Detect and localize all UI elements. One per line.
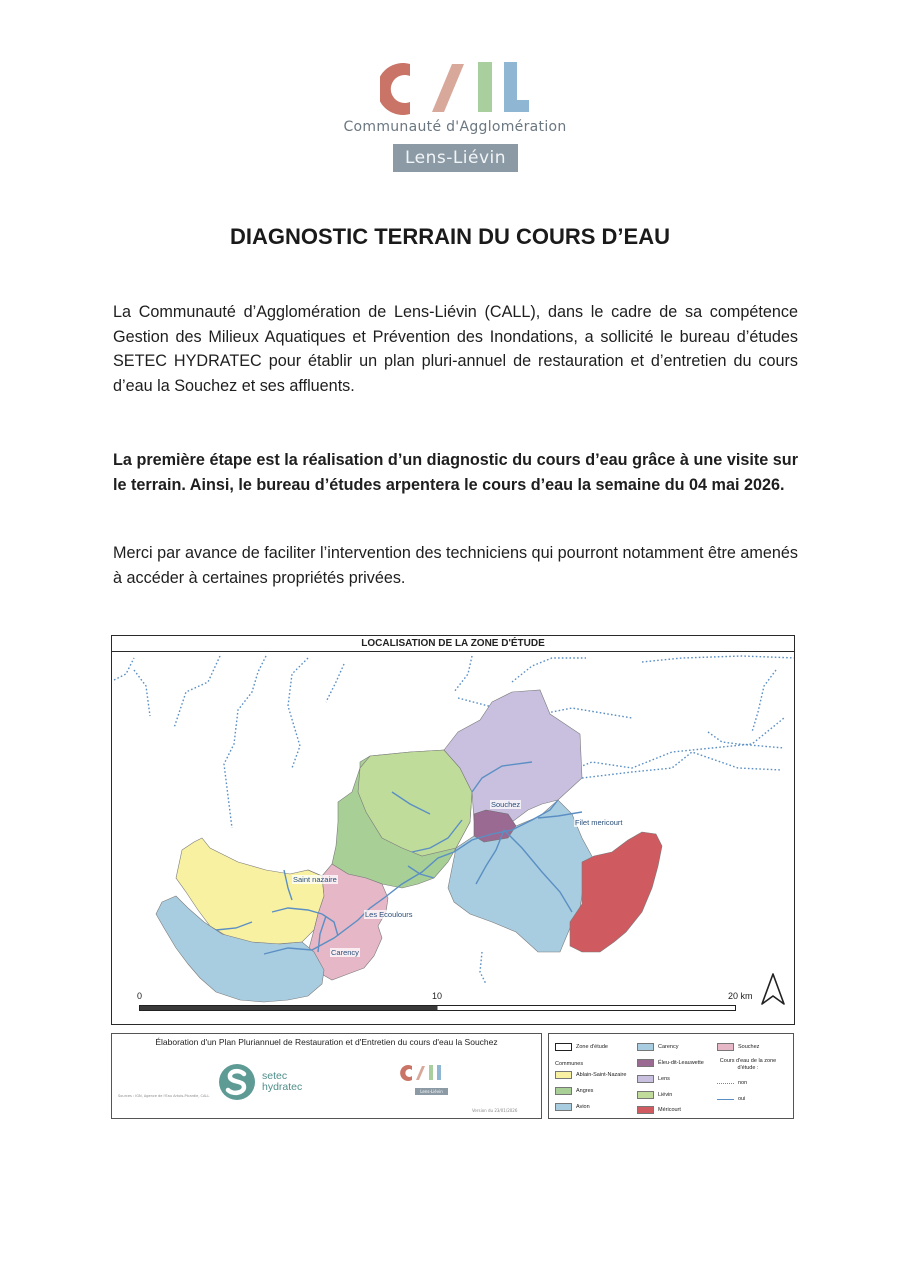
stream-dotted <box>512 658 586 682</box>
map-legend <box>548 1033 794 1119</box>
logo-plate: Lens-Liévin <box>393 144 518 172</box>
scale-start: 0 <box>137 991 143 1001</box>
legend-mericourt: Méricourt <box>637 1106 681 1114</box>
logo-subtitle: Communauté d'Agglomération <box>343 119 567 135</box>
legend-carency: Carency <box>637 1043 678 1051</box>
scale-bar <box>139 1005 736 1011</box>
stream-dotted <box>174 656 220 728</box>
stream-dotted <box>114 658 134 680</box>
stream-dotted <box>708 732 784 748</box>
stream-dotted <box>454 656 472 692</box>
legend-angres: Angres <box>555 1087 593 1095</box>
footer-plan-box <box>111 1033 542 1119</box>
announcement-paragraph: La première étape est la réalisation d’un diagnostic du cours d’eau grâce à une visite sur le terrain. Ainsi, le bureau d’études arpentera le cours d’eau la semaine du 04 mai 2026. <box>113 451 798 494</box>
label-saint-nazaire: Saint nazaire <box>293 875 337 884</box>
small-call-plate: Lens-Liévin <box>415 1088 448 1095</box>
map-drawing <box>112 652 795 1025</box>
legend-non: non <box>717 1080 747 1086</box>
stream-dotted <box>326 664 344 702</box>
stream-dotted <box>582 752 782 778</box>
plan-title: Élaboration d'un Plan Pluriannuel de Restauration et d'Entretien du cours d'eau la Souchez <box>155 1037 498 1047</box>
legend-ablain: Ablain-Saint-Nazaire <box>555 1071 626 1079</box>
call-logo <box>380 58 540 118</box>
legend-lievin: Liévin <box>637 1091 672 1099</box>
logo-c-shape <box>380 63 410 115</box>
intro-paragraph: La Communauté d’Agglomération de Lens-Liévin (CALL), dans le cadre de sa compétence Gestion des Milieux Aquatiques et Prévention des Inondations, a sollicité le bureau d’études SETEC HYDRATEC pour établir un plan pluri-annuel de restauration et d’entretien du cours d’eau la Souchez et ses affluents. <box>113 303 798 395</box>
stream-dotted <box>558 718 784 782</box>
setec-subname: hydratec <box>262 1081 303 1093</box>
stream-dotted <box>480 952 486 984</box>
logo-l1-shape <box>478 62 492 112</box>
map-version: Version du 23/01/2026 <box>472 1108 518 1113</box>
setec-logo-icon <box>217 1062 257 1102</box>
label-filet-mericourt: Filet mericourt <box>575 818 623 827</box>
scale-mid: 10 <box>432 991 443 1001</box>
legend-souchez: Souchez <box>717 1043 759 1051</box>
stream-dotted <box>224 656 266 828</box>
stream-dotted <box>134 670 150 716</box>
north-arrow-icon <box>760 972 786 1006</box>
document-title: DIAGNOSTIC TERRAIN DU COURS D’EAU <box>229 224 670 249</box>
map-title: LOCALISATION DE LA ZONE D'ÉTUDE <box>111 635 795 652</box>
legend-oui: oui <box>717 1096 745 1102</box>
legend-eleu: Éleu-dit-Leauwette <box>637 1059 704 1067</box>
stream-dotted <box>288 658 308 768</box>
label-souchez: Souchez <box>491 800 521 809</box>
label-les-ecoulours: Les Ecoulours <box>365 910 413 919</box>
legend-cours-title: Cours d'eau de la zone d'étude : <box>719 1058 777 1071</box>
location-map <box>111 652 795 1025</box>
setec-name: setec <box>262 1070 288 1082</box>
logo-a-shape <box>432 64 464 112</box>
logo-l2-shape <box>504 62 517 112</box>
map-credit: Sources : IGN, Agence de l'Eau Artois-Picardie, CALL <box>118 1094 210 1098</box>
legend-avion: Avion <box>555 1103 590 1111</box>
stream-dotted <box>752 670 776 732</box>
scale-end: 20 km <box>728 991 753 1001</box>
label-carency: Carency <box>331 948 359 957</box>
stream-dotted <box>642 656 795 662</box>
legend-communes-title: Communes <box>555 1061 584 1067</box>
legend-lens: Lens <box>637 1075 670 1083</box>
legend-zone: Zone d'étude <box>555 1043 608 1051</box>
request-paragraph: Merci par avance de faciliter l’intervention des techniciens qui pourront notamment être amenés à accéder à certaines propriétés privées. <box>113 544 798 587</box>
